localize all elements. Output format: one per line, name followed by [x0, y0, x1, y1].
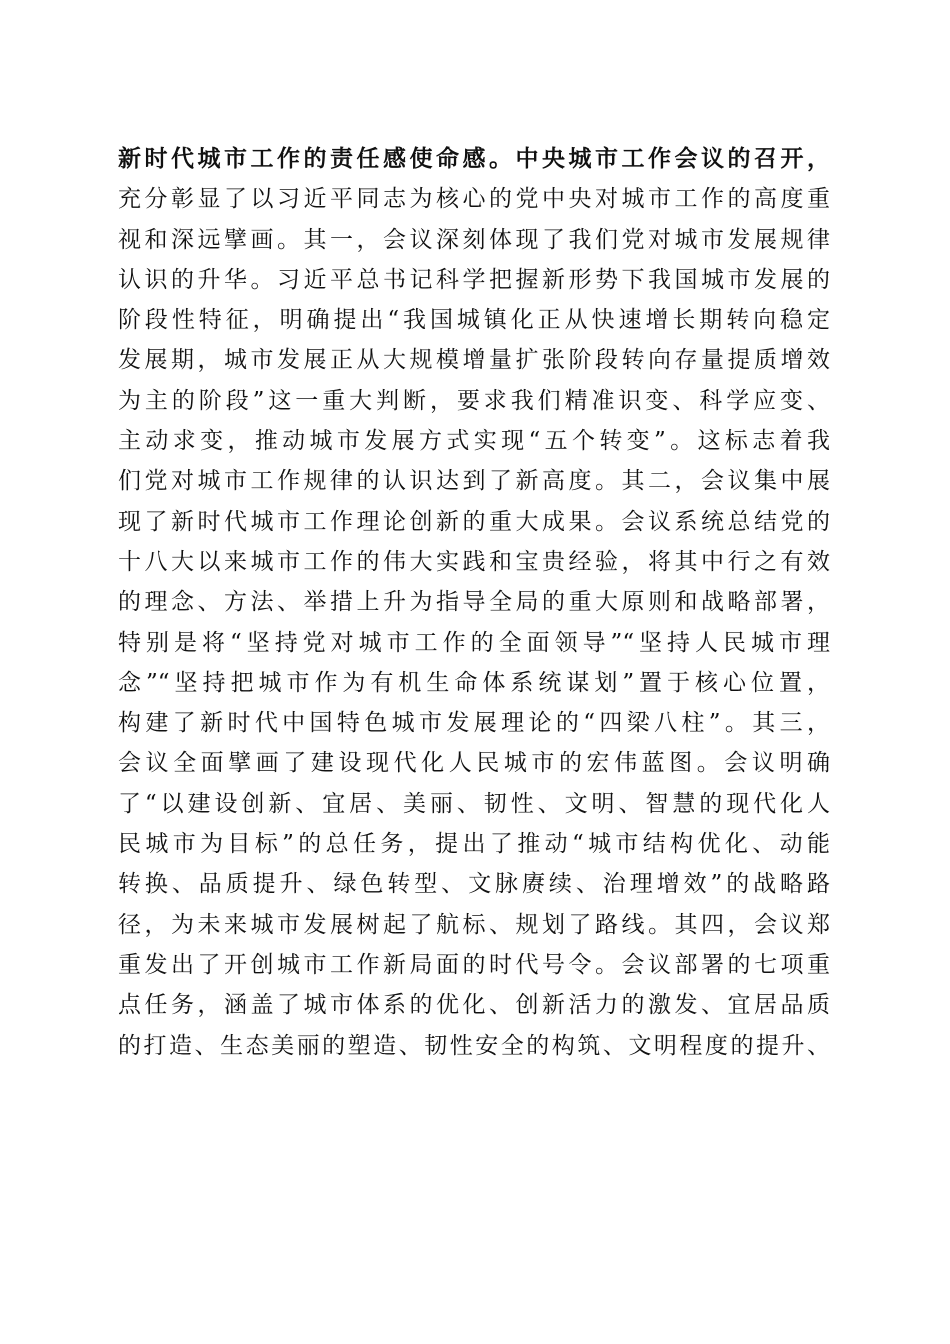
text-line: 现了新时代城市工作理论创新的重大成果。会议系统总结党的 — [118, 508, 830, 535]
text-line: 充分彰显了以习近平同志为核心的党中央对城市工作的高度重 — [118, 186, 830, 213]
text-line: 认识的升华。习近平总书记科学把握新形势下我国城市发展的 — [118, 266, 830, 293]
text-line: 阶段性特征，明确提出“我国城镇化正从快速增长期转向稳定 — [118, 307, 830, 334]
text-line: 构建了新时代中国特色城市发展理论的“四梁八柱”。其三， — [118, 710, 830, 737]
text-line: 新时代城市工作的责任感使命感。中央城市工作会议的召开， — [118, 145, 830, 172]
text-line: 点任务，涵盖了城市体系的优化、创新活力的激发、宜居品质 — [118, 992, 830, 1019]
text-line: 为主的阶段”这一重大判断，要求我们精准识变、科学应变、 — [118, 387, 830, 414]
text-line: 了“以建设创新、宜居、美丽、韧性、文明、智慧的现代化人 — [118, 790, 830, 817]
text-line: 径，为未来城市发展树起了航标、规划了路线。其四，会议郑 — [118, 911, 830, 938]
text-line: 念”“坚持把城市作为有机生命体系统谋划”置于核心位置， — [118, 669, 830, 696]
text-line: 转换、品质提升、绿色转型、文脉赓续、治理增效”的战略路 — [118, 871, 830, 898]
text-line: 的理念、方法、举措上升为指导全局的重大原则和战略部署， — [118, 589, 830, 616]
text-line: 重发出了开创城市工作新局面的时代号令。会议部署的七项重 — [118, 951, 830, 978]
text-line: 民城市为目标”的总任务，提出了推动“城市结构优化、动能 — [118, 831, 830, 858]
body-paragraph — [118, 139, 830, 1066]
text-line: 特别是将“坚持党对城市工作的全面领导”“坚持人民城市理 — [118, 629, 830, 656]
text-line: 会议全面擘画了建设现代化人民城市的宏伟蓝图。会议明确 — [118, 750, 830, 777]
text-line: 主动求变，推动城市发展方式实现“五个转变”。这标志着我 — [118, 428, 830, 455]
text-line: 们党对城市工作规律的认识达到了新高度。其二，会议集中展 — [118, 468, 830, 495]
text-line: 十八大以来城市工作的伟大实践和宝贵经验，将其中行之有效 — [118, 548, 830, 575]
text-line: 发展期，城市发展正从大规模增量扩张阶段转向存量提质增效 — [118, 347, 830, 374]
text-line: 的打造、生态美丽的塑造、韧性安全的构筑、文明程度的提升、 — [118, 1032, 830, 1059]
text-line: 视和深远擘画。其一，会议深刻体现了我们党对城市发展规律 — [118, 226, 830, 253]
